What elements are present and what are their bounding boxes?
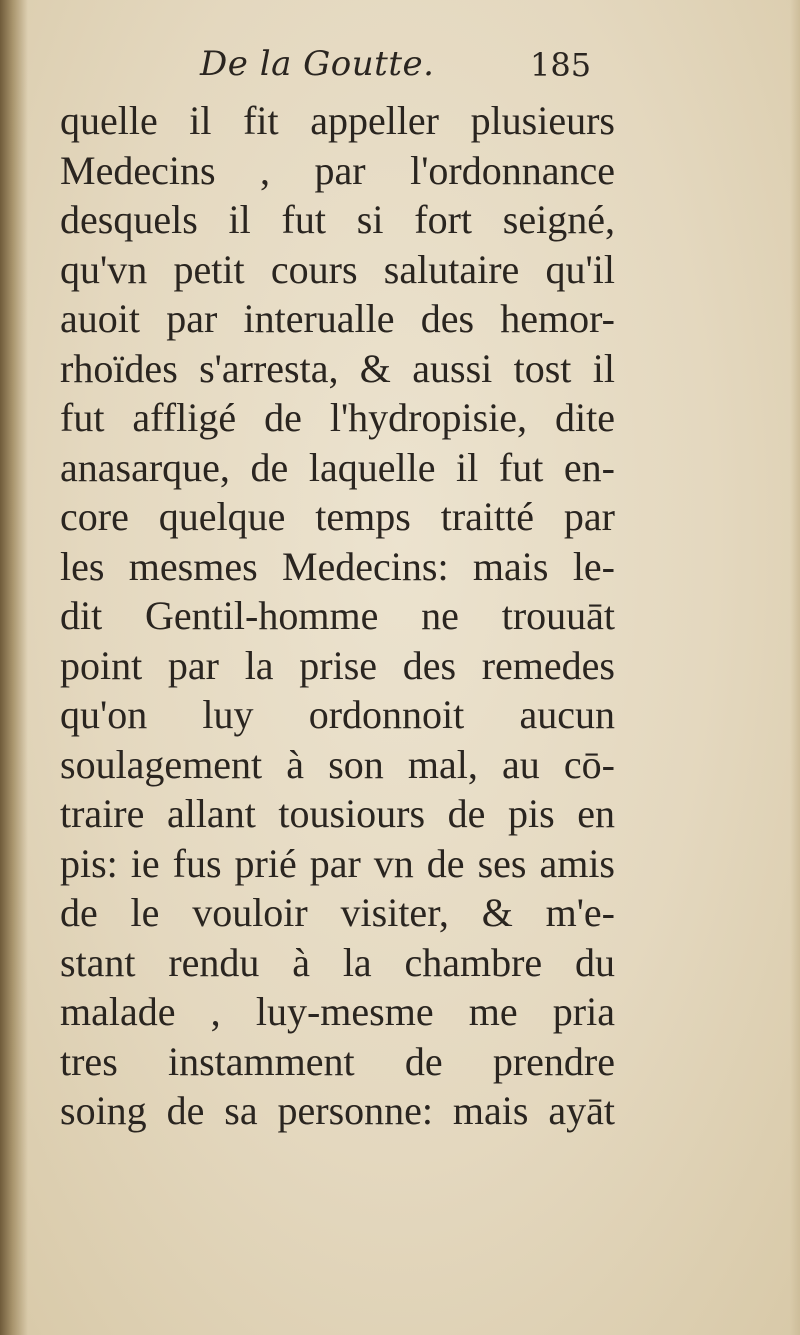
- body-text: [60, 96, 615, 1136]
- text-line: point par la prise des remedes: [60, 642, 615, 688]
- text-line: soulagement à son mal, au cō-: [60, 741, 615, 787]
- text-line: les mesmes Medecins: mais le-: [60, 543, 615, 589]
- text-line: auoit par interualle des hemor-: [60, 296, 615, 341]
- text-line: qu'vn petit cours salutaire qu'il: [60, 246, 615, 292]
- text-line: quelle il fit appeller plusieurs: [60, 98, 615, 143]
- text-line: pis: ie fus prié par vn de ses amis: [60, 840, 615, 886]
- running-title: De la Goutte.: [200, 44, 435, 84]
- text-line: fut affligé de l'hydropisie, dite: [60, 395, 615, 440]
- text-line: stant rendu à la chambre du: [60, 939, 615, 985]
- text-line: Medecins , par l'ordonnance: [60, 147, 615, 193]
- page-number: 185: [530, 46, 592, 84]
- text-line: de le vouloir visiter, & m'e-: [60, 890, 615, 935]
- text-line: traire allant tousiours de pis en: [60, 791, 615, 836]
- text-line: anasarque, de laquelle il fut en-: [60, 444, 615, 490]
- text-line: soing de sa personne: mais ayāt: [60, 1088, 615, 1133]
- text-line: desquels il fut si fort seigné,: [60, 197, 615, 242]
- text-line: rhoïdes s'arresta, & aussi tost il: [60, 345, 615, 391]
- page-edge: [790, 0, 800, 1335]
- text-line: core quelque temps traitté par: [60, 494, 615, 539]
- text-line: dit Gentil-homme ne trouuāt: [60, 593, 615, 638]
- text-line: qu'on luy ordonnoit aucun: [60, 692, 615, 737]
- page-header: [0, 40, 800, 100]
- text-line: malade , luy-mesme me pria: [60, 989, 615, 1034]
- page-gutter: [0, 0, 28, 1335]
- text-line: tres instamment de prendre: [60, 1038, 615, 1084]
